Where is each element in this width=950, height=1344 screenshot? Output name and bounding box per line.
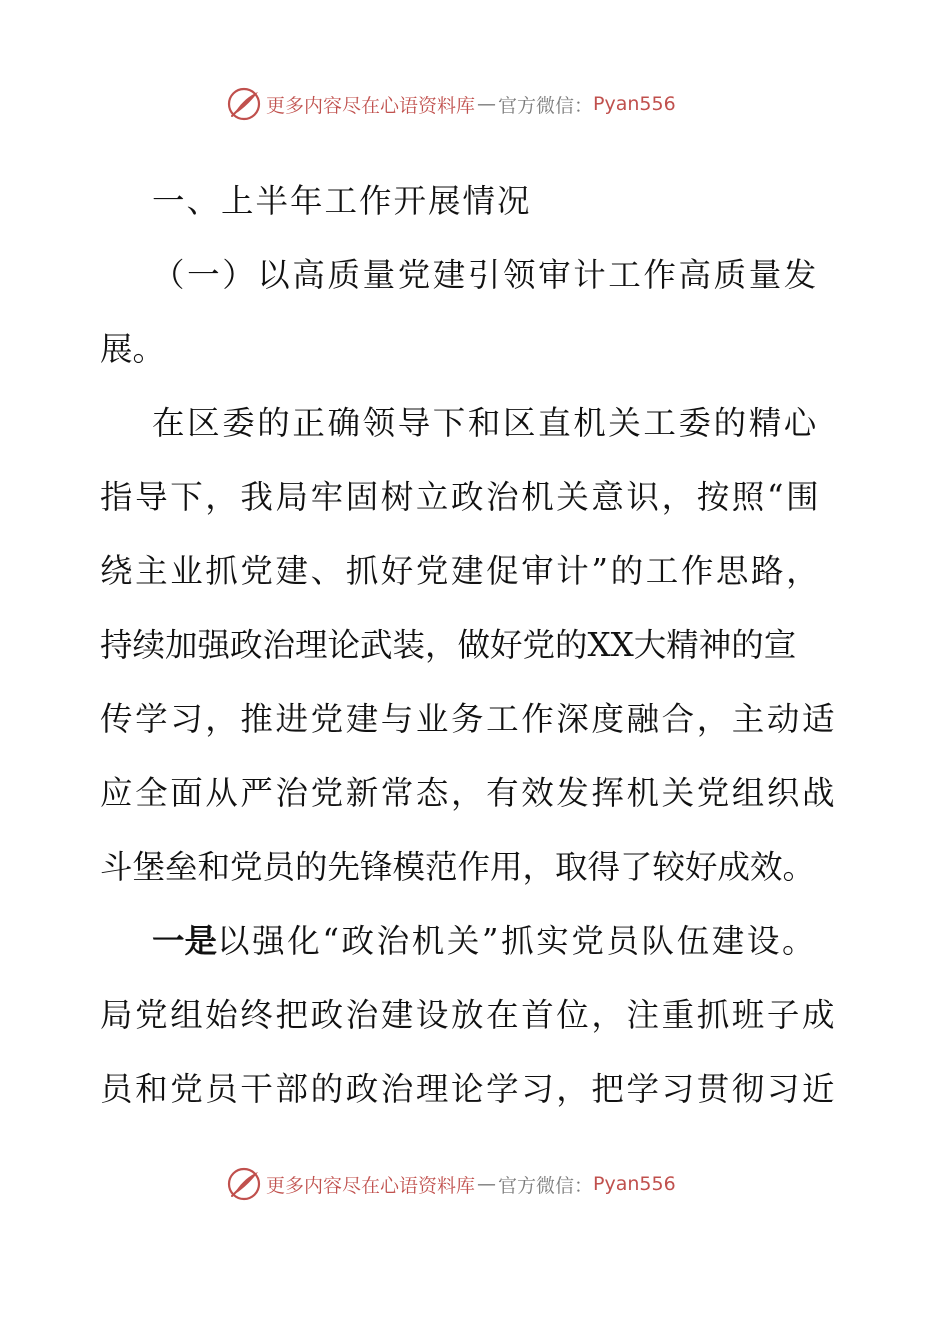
watermark-header xyxy=(226,84,676,124)
watermark-brand-text: 更多内容尽在心语资料库 xyxy=(266,94,476,117)
paragraph-1-line-4: 持续加强政治理论武装，做好党的XX大精神的宣 xyxy=(100,626,797,664)
paragraph-2-line-3: 员和党员干部的政治理论学习，把学习贯彻习近 xyxy=(100,1070,838,1108)
feather-pen-logo-icon xyxy=(226,86,262,122)
watermark-label: 官方微信： xyxy=(498,94,594,117)
feather-pen-logo-icon xyxy=(226,1166,262,1202)
paragraph-1-line-2: 指导下，我局牢固树立政治机关意识，按照“围 xyxy=(100,478,822,516)
paragraph-2-first-rest: 以强化“政治机关”抓实党员队伍建设。 xyxy=(217,922,818,960)
paragraph-1-line-5: 传学习，推进党建与业务工作深度融合，主动适 xyxy=(100,700,838,738)
subsection-heading-line-2: 展。 xyxy=(100,330,166,368)
watermark-wechat-id: Pyan556 xyxy=(593,1173,676,1195)
paragraph-1-line-7: 斗堡垒和党员的先锋模范作用，取得了较好成效。 xyxy=(100,848,816,886)
watermark-brand-text: 更多内容尽在心语资料库 xyxy=(266,1174,476,1197)
subsection-heading-line-1: （一）以高质量党建引领审计工作高质量发 xyxy=(152,256,819,294)
paragraph-2-lead: 一是 xyxy=(152,921,218,960)
watermark-label: 官方微信： xyxy=(498,1174,594,1197)
watermark-separator: — xyxy=(477,93,497,115)
section-heading: 一、上半年工作开展情况 xyxy=(152,182,532,220)
document-body xyxy=(100,164,860,1126)
watermark-separator: — xyxy=(477,1173,497,1195)
paragraph-1-line-1: 在区委的正确领导下和区直机关工委的精心 xyxy=(152,404,819,442)
paragraph-1-line-3: 绕主业抓党建、抓好党建促审计”的工作思路， xyxy=(100,552,822,590)
watermark-footer xyxy=(226,1164,676,1204)
paragraph-1-line-6: 应全面从严治党新常态，有效发挥机关党组织战 xyxy=(100,774,838,812)
watermark-wechat-id: Pyan556 xyxy=(593,93,676,115)
paragraph-2-line-2: 局党组始终把政治建设放在首位，注重抓班子成 xyxy=(100,996,838,1034)
paragraph-2-line-1 xyxy=(100,904,860,978)
